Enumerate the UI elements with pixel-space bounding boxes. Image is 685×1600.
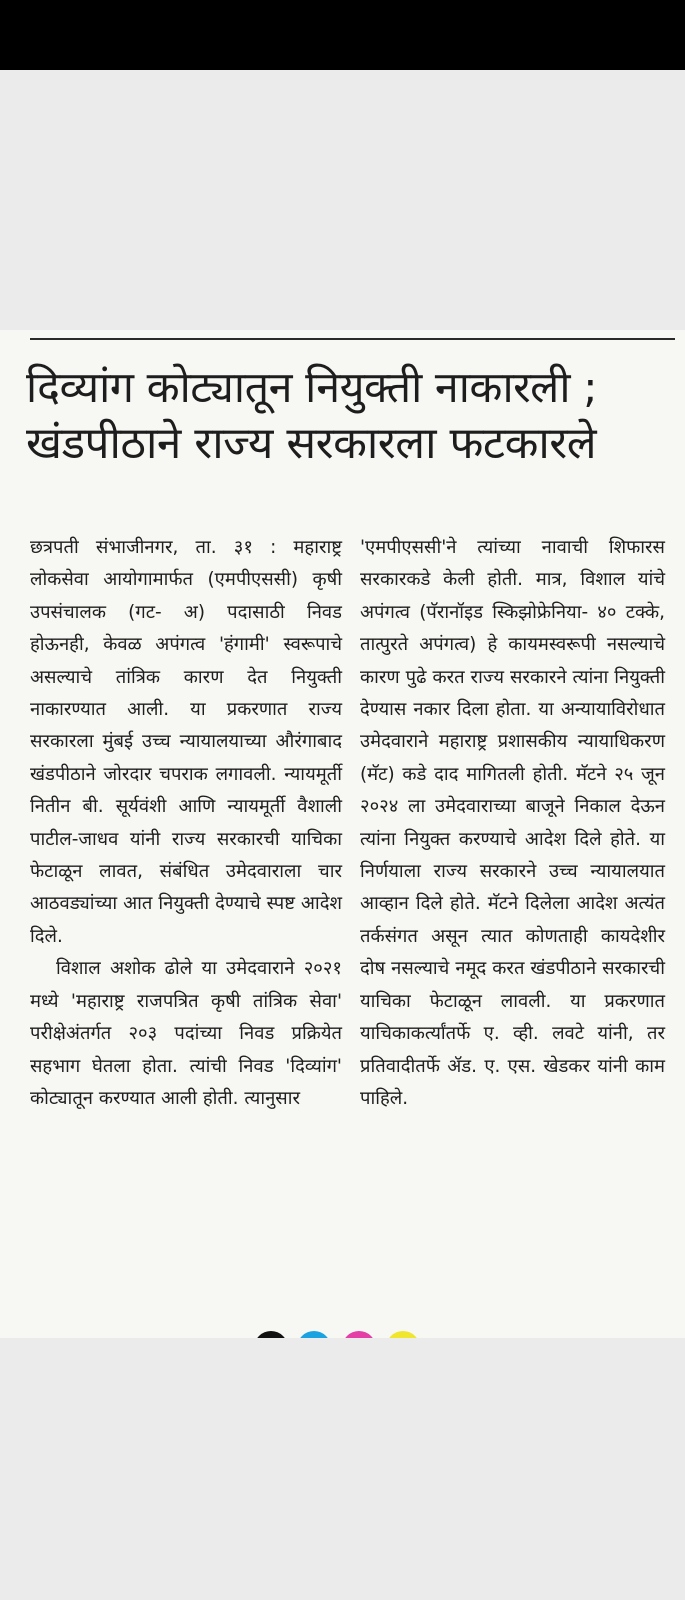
- cyan-registration-dot: [297, 1331, 331, 1338]
- print-registration-marks: [250, 1331, 430, 1338]
- article-paragraph: छत्रपती संभाजीनगर, ता. ३१ : महाराष्ट्र लोकसेवा आयोगामार्फत (एमपीएससी) कृषी उपसंचालक (गट- अ) पदासाठी निवड होऊनही, केवळ अपंगत्व 'हंगामी' स्वरूपाचे असल्याचे तांत्रिक कारण देत नियुक्ती नाकारण्यात आली. या प्रकरणात राज्य सरकारला मुंबई उच्च न्यायालयाच्या औरंगाबाद खंडपीठाने जोरदार चपराक लगावली. न्यायमूर्ती नितीन बी. सूर्यवंशी आणि न्यायमूर्ती वैशाली पाटील-जाधव यांनी राज्य सरकारची याचिका फेटाळून लावत, संबंधित उमेदवाराला चार आठवड्यांच्या आत नियुक्ती देण्याचे स्पष्ट आदेश दिले.: [30, 537, 342, 947]
- article-paragraph: 'एमपीएससी'ने त्यांच्या नावाची शिफारस सरकारकडे केली होती. मात्र, विशाल यांचे अपंगत्व (पॅरानॉइड स्किझोफ्रेनिया- ४० टक्के, तात्पुरते अपंगत्व) हे कायमस्वरूपी नसल्याचे कारण पुढे करत राज्य सरकारने त्यांना नियुक्ती देण्यास नकार दिला होता. या अन्यायाविरोधात उमेदवाराने महाराष्ट्र प्रशासकीय न्यायाधिकरण (मॅट) कडे दाद मागितली होती. मॅटने २५ जून २०२४ ला उमेदवाराच्या बाजूने निकाल देऊन त्यांना नियुक्त करण्याचे आदेश दिले होते. या निर्णयाला राज्य सरकारने उच्च न्यायालयात आव्हान दिले होते. मॅटने दिलेला आदेश अत्यंत तर्कसंगत असून त्यात कोणताही कायदेशीर दोष नसल्याचे नमूद करत खंडपीठाने सरकारची याचिका फेटाळून लावली. या प्रकरणात याचिकाकर्त्यांतर्फे ए. व्ही. लवटे यांनी, तर प्रतिवादीतर्फे ॲड. ए. एस. खेडकर यांनी काम पाहिले.: [360, 537, 665, 1109]
- article-column-left: [30, 532, 342, 1115]
- article-column-right: [360, 532, 665, 1115]
- article-headline: [26, 360, 681, 472]
- article-paragraph: विशाल अशोक ढोले या उमेदवाराने २०२१ मध्ये 'महाराष्ट्र राजपत्रित कृषी तांत्रिक सेवा' परीक्षेअंतर्गत २०३ पदांच्या निवड प्रक्रियेत सहभाग घेतला होता. त्यांची निवड 'दिव्यांग' कोट्यातून करण्यात आली होती. त्यानुसार: [30, 958, 342, 1109]
- headline-line-2: खंडपीठाने राज्य सरकारला फटकारले: [26, 418, 597, 469]
- headline-line-1: दिव्यांग कोट्यातून नियुक्ती नाकारली ;: [26, 363, 598, 413]
- status-bar: [0, 0, 685, 70]
- top-rule: [30, 338, 675, 340]
- yellow-registration-dot: [386, 1331, 420, 1338]
- newspaper-clipping-image: [0, 330, 685, 1338]
- magenta-registration-dot: [342, 1331, 376, 1338]
- black-registration-dot: [254, 1331, 288, 1338]
